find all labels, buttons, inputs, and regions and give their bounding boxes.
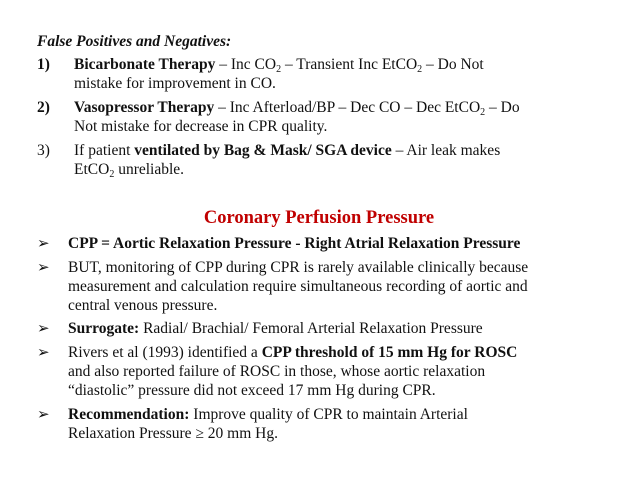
item-1-bold: Bicarbonate Therapy xyxy=(74,56,216,73)
item-number-1: 1) xyxy=(37,56,50,73)
bullet-4-line-3: “diastolic” pressure did not exceed 17 mm Hg during CPR. xyxy=(68,382,436,399)
bullet-5-bold: Recommendation: xyxy=(68,406,190,423)
item-3-text-c: EtCO xyxy=(74,161,110,178)
bullet-4-line-2: and also reported failure of ROSC in those, whose aortic relaxation xyxy=(68,363,486,380)
item-3-text-a: If patient xyxy=(74,142,135,159)
bullet-4-bold: CPP threshold of 15 mm Hg for ROSC xyxy=(261,344,518,361)
item-2-line-2: Not mistake for decrease in CPR quality. xyxy=(74,118,328,135)
bullet-3-text: Radial/ Brachial/ Femoral Arterial Relaxation Pressure xyxy=(139,320,483,337)
item-1-sub-2: 2 xyxy=(417,64,423,75)
item-3-line-2 xyxy=(74,161,184,179)
item-1-line-1 xyxy=(74,56,484,74)
bullet-4-text: Rivers et al (1993) identified a xyxy=(68,344,262,361)
item-number-2: 2) xyxy=(37,99,50,116)
bullet-1-bold: CPP = Aortic Relaxation Pressure - Right Atrial Relaxation Pressure xyxy=(68,235,521,252)
item-2-sub-1: 2 xyxy=(480,107,486,118)
bullet-2-line-3: central venous pressure. xyxy=(68,297,218,314)
item-1-text-a: – Inc CO xyxy=(215,56,277,73)
bullet-5-text: Improve quality of CPR to maintain Arterial xyxy=(189,406,468,423)
item-3-bold: ventilated by Bag & Mask/ SGA device xyxy=(134,142,392,159)
bullet-3-bold: Surrogate: xyxy=(68,320,140,337)
arrow-bullet-icon: ➢ xyxy=(37,407,50,423)
arrow-bullet-icon: ➢ xyxy=(37,345,50,361)
arrow-bullet-icon: ➢ xyxy=(37,321,50,337)
item-2-bold: Vasopressor Therapy xyxy=(74,99,215,116)
arrow-bullet-icon: ➢ xyxy=(37,236,50,252)
item-1-line-2: mistake for improvement in CO. xyxy=(74,75,276,92)
item-2-text-b: – Do xyxy=(485,99,520,116)
item-1-text-b: – Transient Inc EtCO xyxy=(281,56,418,73)
arrow-bullet-icon: ➢ xyxy=(37,260,50,276)
bullet-5-line-1 xyxy=(68,406,468,424)
bullet-4-line-1 xyxy=(68,344,517,362)
bullet-2-line-2: measurement and calculation require simultaneous recording of aortic and xyxy=(68,278,528,295)
item-3-sub: 2 xyxy=(109,169,115,180)
section-title: False Positives and Negatives: xyxy=(37,33,232,50)
item-3-text-d: unreliable. xyxy=(114,161,185,178)
item-2-line-1 xyxy=(74,99,520,117)
bullet-1-line-1 xyxy=(68,235,520,253)
item-1-sub-1: 2 xyxy=(276,64,282,75)
bullet-3-line-1 xyxy=(68,320,483,338)
section-heading: Coronary Perfusion Pressure xyxy=(203,208,435,228)
item-2-text-a: – Inc Afterload/BP – Dec CO – Dec EtCO xyxy=(214,99,481,116)
item-number-3: 3) xyxy=(37,142,50,159)
item-3-line-1 xyxy=(74,142,500,160)
item-1-text-c: – Do Not xyxy=(422,56,484,73)
bullet-2-line-1: BUT, monitoring of CPP during CPR is rarely available clinically because xyxy=(68,259,529,276)
bullet-5-line-2: Relaxation Pressure ≥ 20 mm Hg. xyxy=(68,425,278,442)
item-3-text-b: – Air leak makes xyxy=(391,142,501,159)
